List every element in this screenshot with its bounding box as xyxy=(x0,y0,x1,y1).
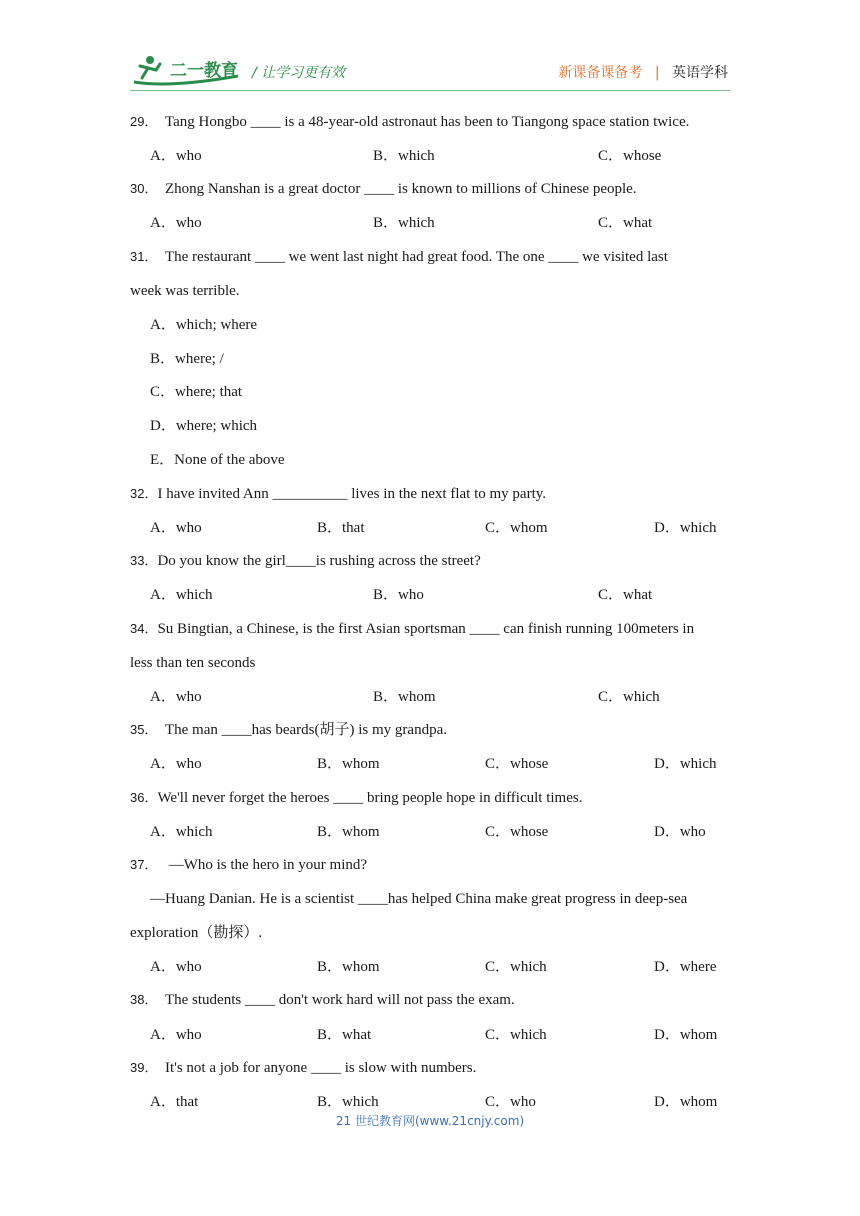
option: C．who xyxy=(485,1094,536,1110)
option: C．whose xyxy=(598,148,662,164)
option: D．where; which xyxy=(150,418,258,434)
option: A．which xyxy=(150,824,213,840)
question-35 xyxy=(130,720,447,740)
option: B．where; / xyxy=(150,351,224,367)
question-number: 34． xyxy=(130,621,158,636)
header-rule xyxy=(130,90,730,91)
question-text: Do you know the girl____is rushing across the street? xyxy=(157,553,481,569)
option: C．whose xyxy=(485,756,549,772)
question-text-continued: —Huang Danian. He is a scientist ____has helped China make great progress in deep-sea xyxy=(150,891,688,907)
question-text-continued: week was terrible. xyxy=(130,283,240,299)
option: A．who xyxy=(150,215,202,231)
option: A．who xyxy=(150,959,202,975)
question-text: It's not a job for anyone ____ is slow with numbers. xyxy=(164,1060,477,1076)
question-text: We'll never forget the heroes ____ bring people hope in difficult times. xyxy=(157,790,583,806)
option: B．whom xyxy=(317,959,380,975)
option: D．whom xyxy=(654,1094,718,1110)
option: A．which xyxy=(150,587,213,603)
option: A．who xyxy=(150,520,202,536)
question-30 xyxy=(130,179,637,199)
question-text-continued: exploration（勘探）. xyxy=(130,925,263,941)
question-number: 32． xyxy=(130,486,158,501)
question-38 xyxy=(130,990,515,1010)
question-text: Zhong Nanshan is a great doctor ____ is known to millions of Chinese people. xyxy=(164,181,637,197)
page-footer: 21 世纪教育网(www.21cnjy.com) xyxy=(335,1114,525,1128)
question-number: 30． xyxy=(130,181,158,196)
question-29 xyxy=(130,112,689,132)
question-number: 39． xyxy=(130,1060,158,1075)
question-number: 37． xyxy=(130,857,158,872)
option: B．whom xyxy=(317,756,380,772)
option: C．where; that xyxy=(150,384,243,400)
logo-runner-icon xyxy=(130,52,242,90)
option: D．which xyxy=(654,520,717,536)
header-tag: 新课备课备考 xyxy=(558,65,643,81)
option: B．which xyxy=(317,1094,379,1110)
question-text: The students ____ don't work hard will not pass the exam. xyxy=(164,992,515,1008)
option: B．who xyxy=(373,587,424,603)
question-33 xyxy=(130,551,481,571)
logo-text: 二一教育 xyxy=(170,61,238,81)
option: A．who xyxy=(150,148,202,164)
option: A．which; where xyxy=(150,317,258,333)
question-text: Tang Hongbo ____ is a 48-year-old astronaut has been to Tiangong space station twice. xyxy=(164,114,690,130)
option: B．that xyxy=(317,520,365,536)
question-36 xyxy=(130,788,582,808)
option: C．which xyxy=(485,1027,547,1043)
option: A．who xyxy=(150,689,202,705)
question-number: 35． xyxy=(130,722,158,737)
option: C．whose xyxy=(485,824,549,840)
option: B．which xyxy=(373,215,435,231)
option: B．what xyxy=(317,1027,372,1043)
option: D．where xyxy=(654,959,717,975)
option: A．that xyxy=(150,1094,199,1110)
option: C．which xyxy=(598,689,660,705)
option: D．which xyxy=(654,756,717,772)
option: B．whom xyxy=(317,824,380,840)
question-text: The restaurant ____ we went last night had great food. The one ____ we visited last xyxy=(164,249,668,265)
option: B．which xyxy=(373,148,435,164)
question-number: 33． xyxy=(130,553,158,568)
question-39 xyxy=(130,1058,476,1078)
question-number: 29． xyxy=(130,114,158,129)
question-32 xyxy=(130,484,546,504)
option: C．what xyxy=(598,215,653,231)
slogan: / 让学习更有效 xyxy=(252,65,346,81)
question-text: Su Bingtian, a Chinese, is the first Asian sportsman ____ can finish running 100meters in xyxy=(157,621,695,637)
header-separator: | xyxy=(654,65,660,81)
option: C．which xyxy=(485,959,547,975)
question-number: 38． xyxy=(130,992,158,1007)
option: C．what xyxy=(598,587,653,603)
header-right xyxy=(558,62,728,82)
option: D．who xyxy=(654,824,706,840)
question-text: I have invited Ann __________ lives in the next flat to my party. xyxy=(157,486,547,502)
option: E．None of the above xyxy=(150,452,285,468)
question-37 xyxy=(130,855,367,875)
option: A．who xyxy=(150,756,202,772)
question-text: The man ____has beards(胡子) is my grandpa. xyxy=(164,722,447,738)
question-number: 36． xyxy=(130,790,158,805)
option: C．whom xyxy=(485,520,548,536)
option: D．whom xyxy=(654,1027,718,1043)
page-header xyxy=(0,0,860,100)
question-text-continued: less than ten seconds xyxy=(130,655,256,671)
question-number: 31． xyxy=(130,249,158,264)
header-subject: 英语学科 xyxy=(672,65,728,81)
question-31 xyxy=(130,247,668,267)
option: B．whom xyxy=(373,689,436,705)
option: A．who xyxy=(150,1027,202,1043)
question-34 xyxy=(130,619,694,639)
question-text: —Who is the hero in your mind? xyxy=(168,857,368,873)
